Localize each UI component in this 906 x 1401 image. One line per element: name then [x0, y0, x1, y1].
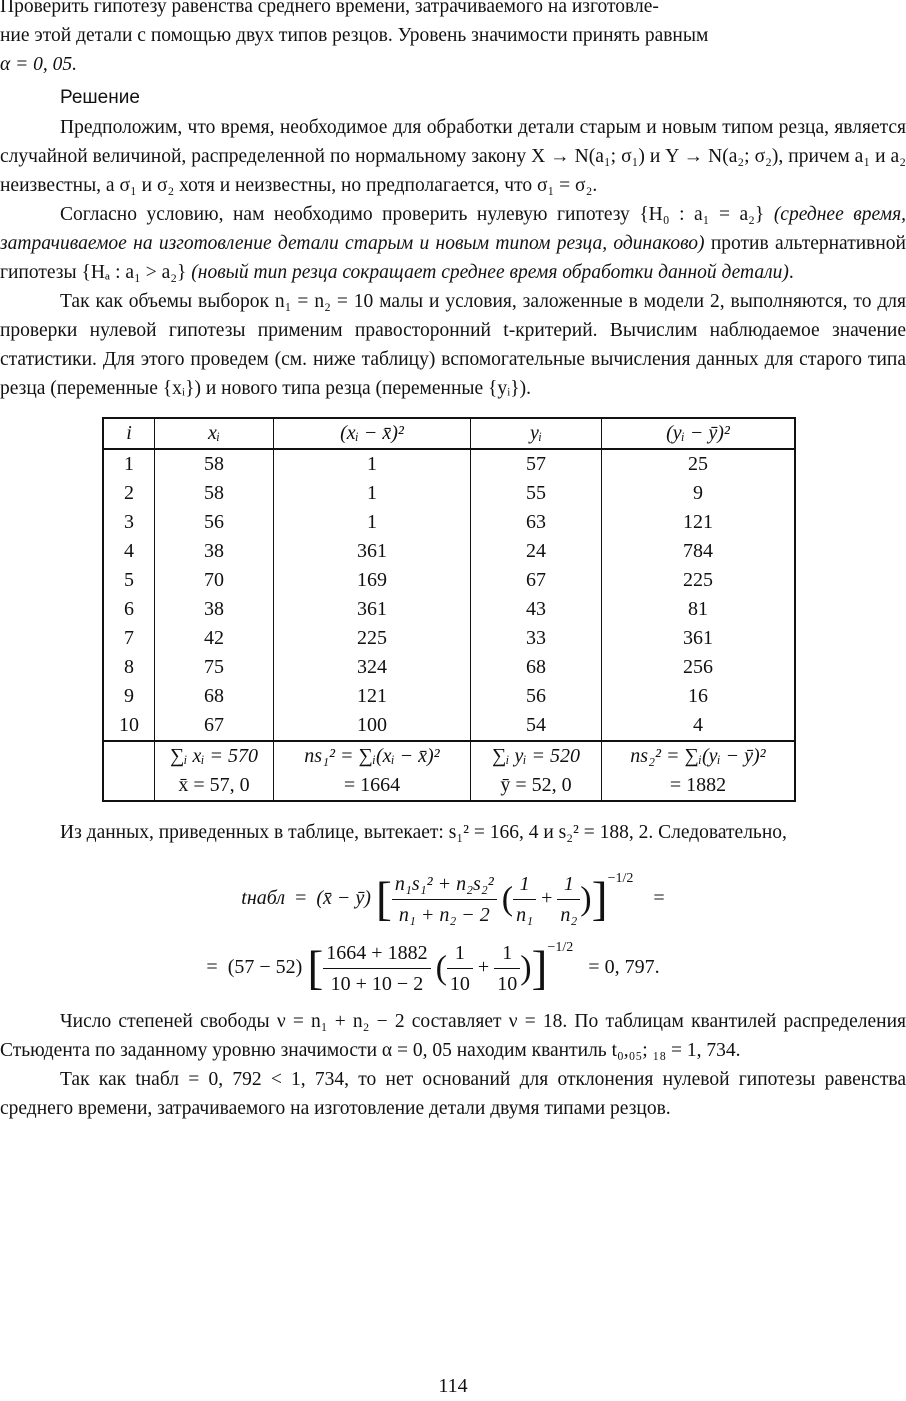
formula1-frac-b — [557, 869, 580, 930]
cell-y: 33 — [471, 624, 602, 653]
cell-dy: 4 — [602, 711, 796, 741]
cell-i: 3 — [103, 508, 155, 537]
right-paren-2: ) — [520, 949, 532, 987]
formula1-denominator: n₁ + n₂ − 2 — [398, 904, 490, 926]
formula2-result: = 0, 797. — [588, 956, 660, 979]
solution-heading: Решение — [60, 87, 140, 108]
formula2-denominator: 10 + 10 − 2 — [330, 973, 424, 995]
formula2-diff: (57 − 52) — [227, 956, 303, 979]
header-x: xᵢ — [155, 418, 274, 449]
t-statistic-formula: tнабл = (x̄ − ȳ) [ $\frac{\text{n₁s₁² + n₂s₂²}}{\text{n₁ + n₂ − 2}}$ ( $\frac{1}{\text{n₁}}$ + $\frac{1}{\text{n₂}}$ )]$^{-1/2}$ = — [0, 869, 906, 930]
formula1-tail: = — [653, 887, 665, 910]
table-row — [103, 624, 795, 653]
table-row — [103, 479, 795, 508]
cell-dy: 81 — [602, 595, 796, 624]
header-i: i — [103, 418, 155, 449]
formula1-numerator: n₁s₁² + n₂s₂² — [392, 869, 497, 900]
cell-y: 56 — [471, 682, 602, 711]
cell-y: 63 — [471, 508, 602, 537]
total-sum-x: ∑ᵢ xᵢ = 570 — [155, 741, 274, 771]
total-i-2 — [103, 771, 155, 801]
cell-y: 57 — [471, 449, 602, 479]
cell-i: 7 — [103, 624, 155, 653]
left-bracket-2: [ — [307, 941, 324, 995]
intro-line-1: Проверить гипотезу равенства среднего времени, затрачиваемого на изготовле- — [0, 0, 659, 17]
cell-x: 38 — [155, 595, 274, 624]
frac2-a-num: 1 — [447, 938, 473, 969]
cell-dx: 121 — [274, 682, 471, 711]
right-paren: ) — [580, 880, 592, 918]
hypothesis-lead: Согласно условию, нам необходимо проверить нулевую гипотезу {H₀ : a₁ = a₂} — [60, 204, 765, 225]
frac2-b-den: 10 — [497, 973, 518, 995]
left-paren: ( — [501, 880, 514, 918]
frac2-a-den: 10 — [449, 973, 470, 995]
cell-dx: 169 — [274, 566, 471, 595]
cell-dy: 9 — [602, 479, 796, 508]
intro-line-3: α = 0, 05. — [0, 54, 78, 75]
table-header-row — [103, 418, 795, 449]
cell-dy: 256 — [602, 653, 796, 682]
table-row — [103, 595, 795, 624]
cell-x: 75 — [155, 653, 274, 682]
paragraph-conclusion: Так как tнабл = 0, 792 < 1, 734, то нет оснований для отклонения нулевой гипотезы равенства среднего времени, затрачиваемого на изготовление детали двумя типами резцов. — [0, 1069, 906, 1119]
header-dx: (xᵢ − x̄)² — [274, 418, 471, 449]
cell-dx: 1 — [274, 508, 471, 537]
intro-line-2: ние этой детали с помощью двух типов резцов. Уровень значимости принять равным — [0, 25, 709, 46]
frac-b-num: 1 — [557, 869, 580, 900]
mean-x: x̄ = 57, 0 — [155, 771, 274, 801]
cell-y: 54 — [471, 711, 602, 741]
paragraph-variances: Из данных, приведенных в таблице, вытекает: s₁² = 166, 4 и s₂² = 188, 2. Следовательно, — [60, 822, 787, 843]
ns2-value: = 1882 — [602, 771, 796, 801]
formula1-eq: = — [295, 887, 307, 910]
table-row — [103, 449, 795, 479]
formula2-fraction — [323, 938, 430, 999]
cell-dx: 225 — [274, 624, 471, 653]
cell-i: 6 — [103, 595, 155, 624]
cell-dy: 25 — [602, 449, 796, 479]
formula1-fraction — [392, 869, 497, 930]
formula2-frac-b — [494, 938, 520, 999]
cell-x: 58 — [155, 479, 274, 508]
header-dy: (yᵢ − ȳ)² — [602, 418, 796, 449]
totals-row-means — [103, 771, 795, 801]
cell-dx: 324 — [274, 653, 471, 682]
table-row — [103, 682, 795, 711]
cell-y: 55 — [471, 479, 602, 508]
h0-note: (среднее время, затрачиваемое на изготовление детали старым и новым типом резца, одинаково) — [0, 204, 906, 254]
cell-x: 68 — [155, 682, 274, 711]
cell-x: 38 — [155, 537, 274, 566]
cell-i: 10 — [103, 711, 155, 741]
cell-dx: 361 — [274, 537, 471, 566]
formula2-lead: = — [206, 956, 218, 979]
paragraph-test-choice: Так как объемы выборок n₁ = n₂ = 10 малы и условия, заложенные в модели 2, выполняются, то для проверки нулевой гипотезы применим правосторонний t-критерий. Вычислим наблюдаемое значение статистики. Для этого проведем (см. ниже таблицу) вспомогательные вычисления данных для старого типа резца (переменные {xᵢ}) и нового типа резца (переменные {yᵢ}). — [0, 291, 906, 399]
cell-dy: 361 — [602, 624, 796, 653]
table-row — [103, 508, 795, 537]
cell-dx: 1 — [274, 449, 471, 479]
mean-y: ȳ = 52, 0 — [471, 771, 602, 801]
ns1-value: = 1664 — [274, 771, 471, 801]
right-bracket: ] — [591, 872, 608, 926]
cell-dx: 361 — [274, 595, 471, 624]
cell-x: 58 — [155, 449, 274, 479]
table-body — [103, 449, 795, 741]
computation-table — [102, 417, 796, 802]
formula1-frac-a — [513, 869, 536, 930]
formula2-frac-a — [447, 938, 473, 999]
t-statistic-numeric: = (57 − 52) [ $\frac{1664 + 1882}{10 + 10 - 2}$ ( $\frac{1}{10}$ + $\frac{1}{10}$ )]$^{-1/2}$ = 0, 797. — [0, 938, 906, 999]
cell-x: 70 — [155, 566, 274, 595]
table-row — [103, 711, 795, 741]
paragraph-assumption: Предположим, что время, необходимое для обработки детали старым и новым типом резца, является случайной величиной, распределенной по нормальному закону X → N(a₁; σ₁) и Y → N(a₂; σ₂), причем a₁ и a₂ неизвестны, а σ₁ и σ₂ хотя и неизвестны, но предполагается, что σ₁ = σ₂. — [0, 117, 906, 196]
total-ns1: ns₁² = ∑ᵢ(xᵢ − x̄)² — [274, 741, 471, 771]
paragraph-degrees-of-freedom: Число степеней свободы ν = n₁ + n₂ − 2 составляет ν = 18. По таблицам квантилей распределения Стьюдента по заданному уровню значимости α = 0, 05 находим квантиль t₀,₀₅; ₁₈ = 1, 734. — [0, 1011, 906, 1061]
cell-x: 67 — [155, 711, 274, 741]
total-i — [103, 741, 155, 771]
paragraph-hypotheses — [0, 200, 906, 287]
ha-note: (новый тип резца сокращает среднее время обработки данной детали) — [191, 262, 789, 283]
left-paren-2: ( — [435, 949, 447, 987]
cell-i: 1 — [103, 449, 155, 479]
t-obs-symbol: tнабл — [241, 887, 286, 910]
cell-i: 2 — [103, 479, 155, 508]
cell-dx: 1 — [274, 479, 471, 508]
formula2-numerator: 1664 + 1882 — [323, 938, 430, 969]
cell-y: 67 — [471, 566, 602, 595]
page-number: 114 — [438, 1375, 468, 1397]
cell-i: 9 — [103, 682, 155, 711]
right-bracket-2: ] — [531, 941, 548, 995]
formula1-diff: (x̄ − ȳ) — [316, 887, 371, 910]
cell-y: 43 — [471, 595, 602, 624]
cell-dy: 784 — [602, 537, 796, 566]
total-ns2: ns₂² = ∑ᵢ(yᵢ − ȳ)² — [602, 741, 796, 771]
table-row — [103, 653, 795, 682]
table-row — [103, 537, 795, 566]
frac-a-num: 1 — [513, 869, 536, 900]
cell-dx: 100 — [274, 711, 471, 741]
cell-i: 5 — [103, 566, 155, 595]
total-sum-y: ∑ᵢ yᵢ = 520 — [471, 741, 602, 771]
frac2-b-num: 1 — [494, 938, 520, 969]
formula2-power: −1/2 — [547, 940, 574, 956]
cell-y: 68 — [471, 653, 602, 682]
table-row — [103, 566, 795, 595]
cell-i: 4 — [103, 537, 155, 566]
left-bracket: [ — [375, 872, 392, 926]
table-totals — [103, 741, 795, 801]
cell-y: 24 — [471, 537, 602, 566]
cell-i: 8 — [103, 653, 155, 682]
cell-x: 56 — [155, 508, 274, 537]
frac-a-den: n₁ — [516, 904, 534, 926]
cell-dy: 16 — [602, 682, 796, 711]
formula1-power: −1/2 — [607, 871, 634, 887]
cell-x: 42 — [155, 624, 274, 653]
totals-row-sums — [103, 741, 795, 771]
frac-b-den: n₂ — [560, 904, 578, 926]
hypothesis-end: . — [788, 262, 794, 283]
hypothesis-against: против альтернативной гипотезы {Hₐ : a₁ > a₂} — [0, 233, 906, 283]
cell-dy: 225 — [602, 566, 796, 595]
cell-dy: 121 — [602, 508, 796, 537]
header-y: yᵢ — [471, 418, 602, 449]
